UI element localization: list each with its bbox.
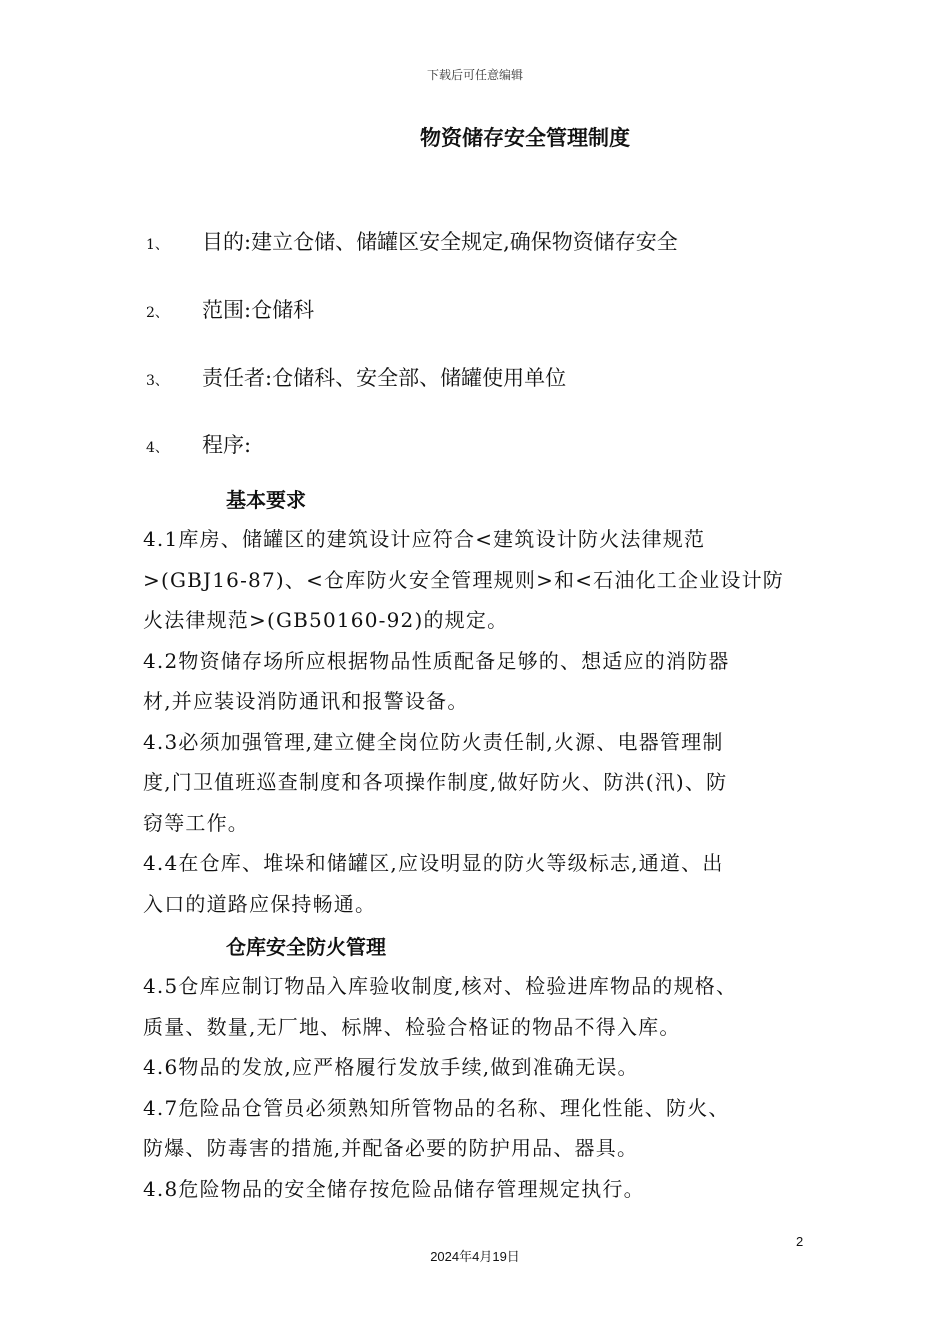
item-text: 范围:仓储科 <box>202 298 315 322</box>
item-number: 4、 <box>146 440 169 456</box>
list-item <box>146 226 678 256</box>
text-line: 度,门卫值班巡查制度和各项操作制度,做好防火、防洪(汛)、防 <box>143 770 728 794</box>
text-line: 4.4在仓库、堆垛和储罐区,应设明显的防火等级标志,通道、出 <box>143 851 724 875</box>
section-heading-basic: 基本要求 <box>226 488 306 512</box>
item-number: 2、 <box>146 305 169 321</box>
item-number: 1、 <box>146 237 169 253</box>
page-number: 2 <box>796 1234 804 1249</box>
section-heading-fire: 仓库安全防火管理 <box>226 935 386 959</box>
page-footer-date: 2024年4月19日 <box>430 1249 520 1264</box>
text-line: 窃等工作。 <box>143 810 249 835</box>
text-line: 4.7危险品仓管员必须熟知所管物品的名称、理化性能、防火、 <box>143 1095 730 1120</box>
page-header: 下载后可任意编辑 <box>426 68 523 82</box>
list-item <box>146 294 314 324</box>
text-line: 4.3必须加强管理,建立健全岗位防火责任制,火源、电器管理制 <box>143 729 724 754</box>
item-text: 程序: <box>202 433 252 457</box>
text-line: 4.8危险物品的安全储存按危险品储存管理规定执行。 <box>143 1176 645 1201</box>
text-line: 4.2物资储存场所应根据物品性质配备足够的、想适应的消防器 <box>143 648 730 673</box>
text-line: 入口的道路应保持畅通。 <box>143 891 377 916</box>
text-line: 质量、数量,无厂地、标牌、检验合格证的物品不得入库。 <box>143 1014 681 1039</box>
text-line: 4.1库房、储罐区的建筑设计应符合<建筑设计防火法律规范 <box>143 527 706 551</box>
paragraph-block-basic <box>143 519 815 924</box>
item-text: 目的:建立仓储、储罐区安全规定,确保物资储存安全 <box>202 230 678 254</box>
text-line: 防爆、防毒害的措施,并配备必要的防护用品、器具。 <box>143 1136 639 1160</box>
text-line: 4.6物品的发放,应严格履行发放手续,做到准确无误。 <box>143 1055 639 1079</box>
paragraph-block-fire <box>143 966 815 1209</box>
text-line: >(GBJ16-87)、<仓库防火安全管理规则>和<石油化工企业设计防 <box>143 567 784 592</box>
text-line: 材,并应装设消防通讯和报警设备。 <box>143 689 469 713</box>
item-text: 责任者:仓储科、安全部、储罐使用单位 <box>202 366 567 390</box>
document-title: 物资储存安全管理制度 <box>420 126 630 150</box>
list-item <box>146 362 566 392</box>
text-line: 火法律规范>(GB50160-92)的规定。 <box>143 608 509 632</box>
text-line: 4.5仓库应制订物品入库验收制度,核对、检验进库物品的规格、 <box>143 974 738 998</box>
item-number: 3、 <box>146 373 169 389</box>
list-item <box>146 429 251 459</box>
